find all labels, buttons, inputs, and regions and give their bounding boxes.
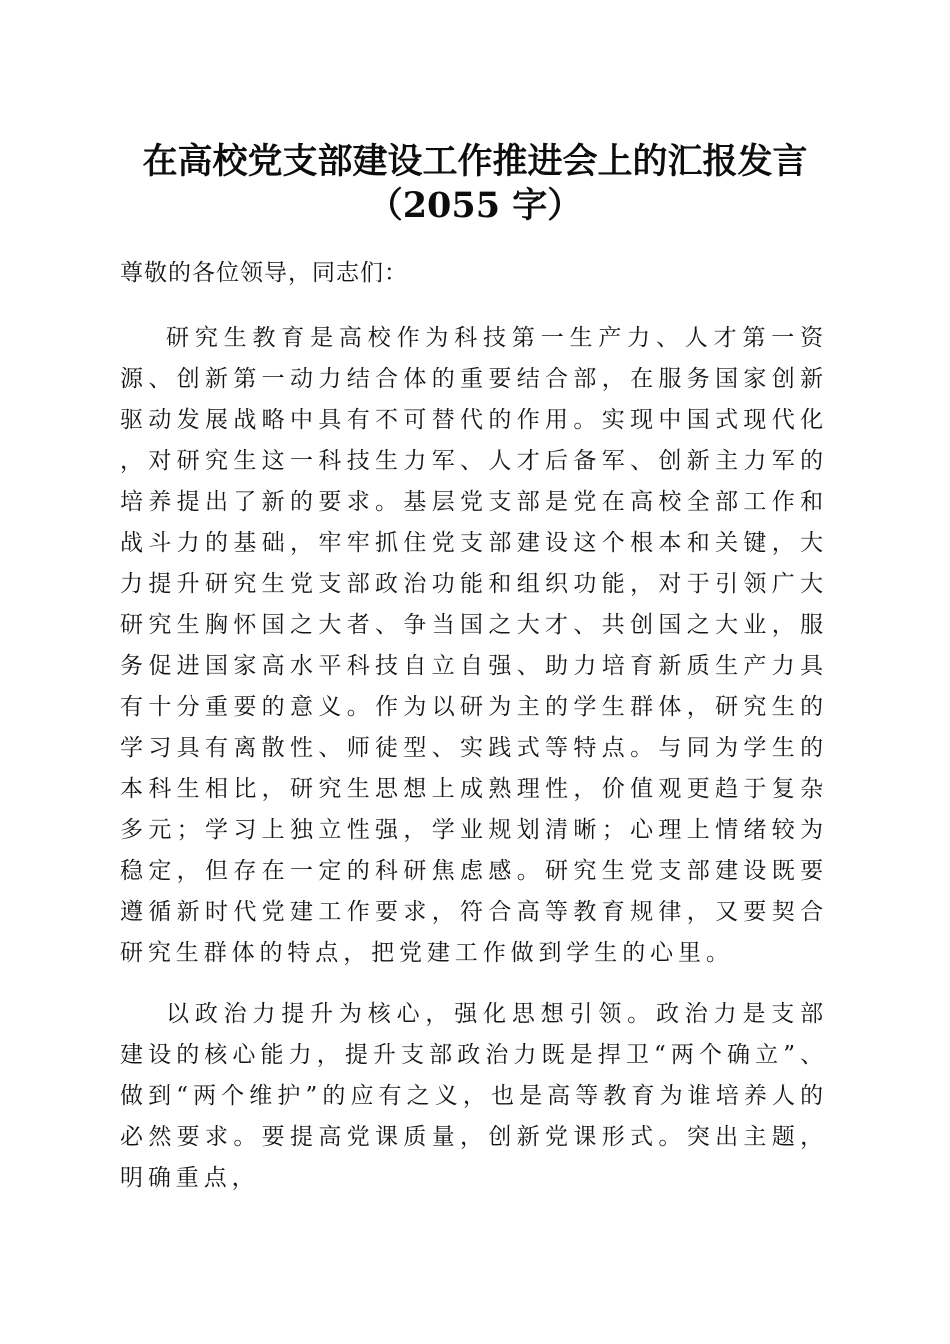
document-title: 在高校党支部建设工作推进会上的汇报发言 xyxy=(142,141,808,182)
paragraph-1: 研究生教育是高校作为科技第一生产力、人才第一资源、创新第一动力结合体的重要结合部，在服务国家创新驱动发展战略中具有不可替代的作用。实现中国式现代化，对研究生这一科技生力军、人才后备军、创新主力军的培养提出了新的要求。基层党支部是党在高校全部工作和战斗力的基础，牢牢抓住党支部建设这个根本和关键，大力提升研究生党支部政治功能和组织功能，对于引领广大研究生胸怀国之大者、争当国之大才、共创国之大业，服务促进国家高水平科技自立自强、助力培育新质生产力具有十分重要的意义。作为以研为主的学生群体，研究生的学习具有离散性、师徒型、实践式等特点。与同为学生的本科生相比，研究生思想上成熟理性，价值观更趋于复杂多元；学习上独立性强，学业规划清晰；心理上情绪较为稳定，但存在一定的科研焦虑感。研究生党支部建设既要遵循新时代党建工作要求，符合高等教育规律，又要契合研究生群体的特点，把党建工作做到学生的心里。 xyxy=(120,325,828,966)
salutation: 尊敬的各位领导，同志们： xyxy=(120,260,408,286)
document-subtitle: （2055 字） xyxy=(367,185,583,226)
paragraph-2: 以政治力提升为核心，强化思想引领。政治力是支部建设的核心能力，提升支部政治力既是捍卫“两个确立”、做到“两个维护”的应有之义，也是高等教育为谁培养人的必然要求。要提高党课质量，创新党课形式。突出主题，明确重点， xyxy=(120,1001,828,1191)
